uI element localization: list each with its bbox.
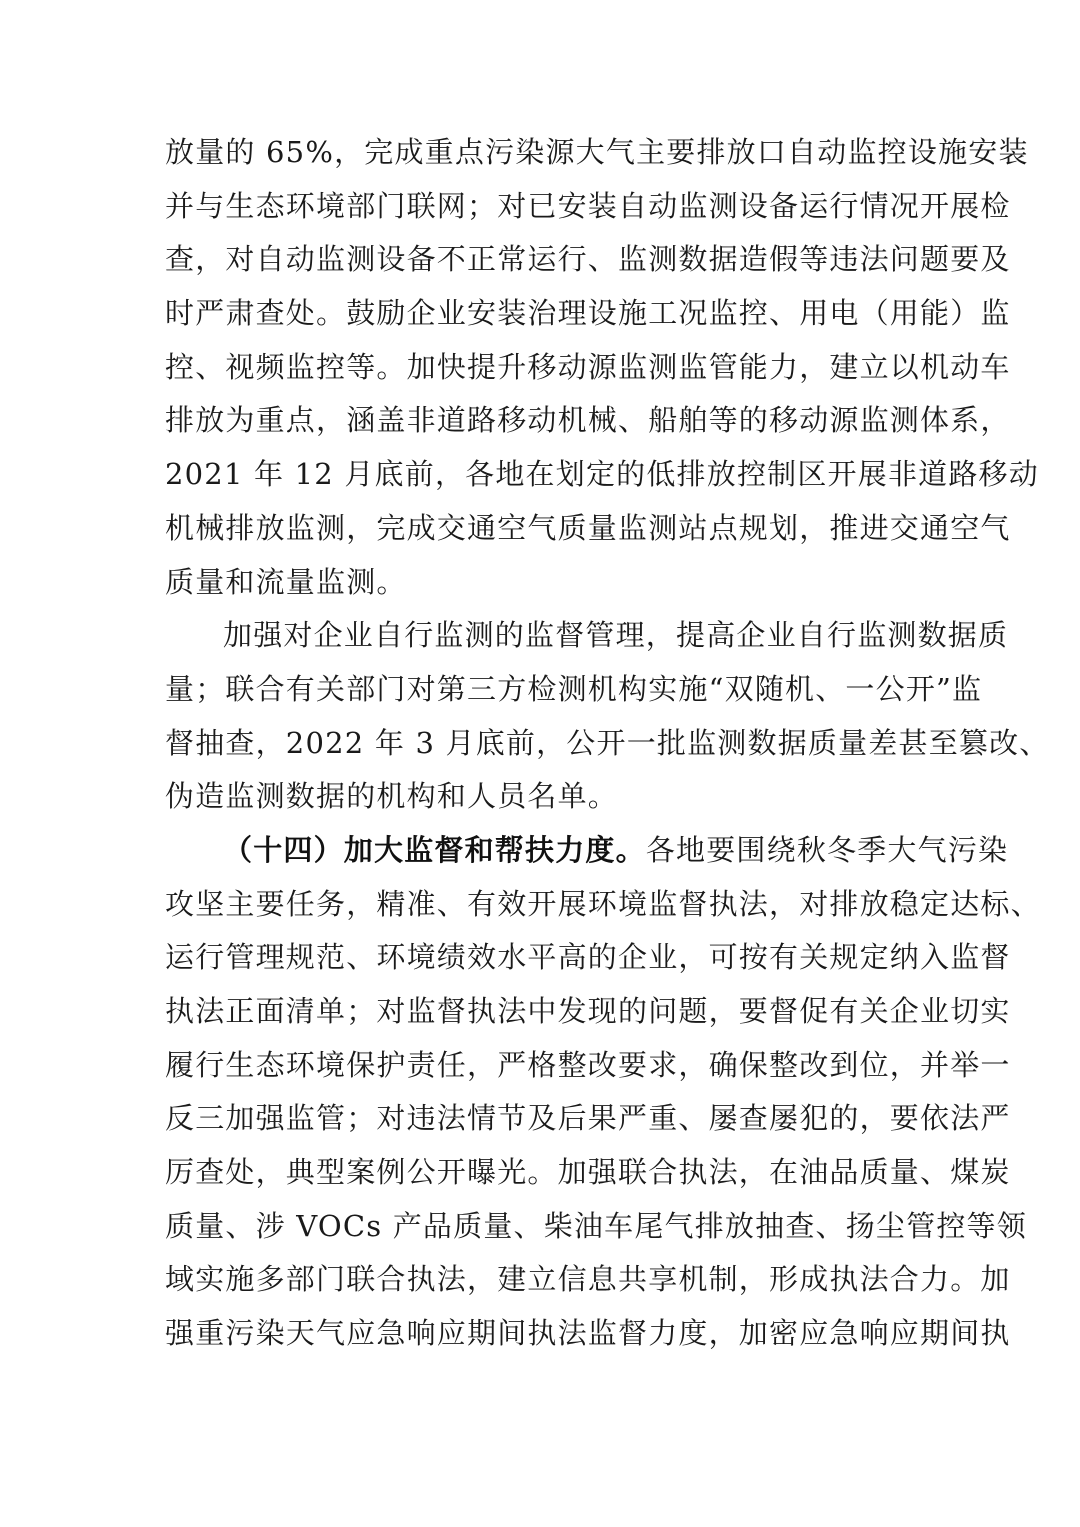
paragraph-3-line: 运行管理规范、环境绩效水平高的企业，可按有关规定纳入监督 — [165, 940, 1011, 975]
paragraph-3-line: 强重污染天气应急响应期间执法监督力度，加密应急响应期间执 — [165, 1316, 1011, 1351]
paragraph-3-line: 攻坚主要任务，精准、有效开展环境监督执法，对排放稳定达标、 — [165, 886, 1041, 921]
paragraph-3-line: 厉查处，典型案例公开曝光。加强联合执法，在油品质量、煤炭 — [165, 1155, 1011, 1190]
paragraph-3-line: 执法正面清单；对监督执法中发现的问题，要督促有关企业切实 — [165, 994, 1011, 1028]
paragraph-1-line: 机械排放监测，完成交通空气质量监测站点规划，推进交通空气 — [165, 510, 1011, 545]
paragraph-3-line: 履行生态环境保护责任，严格整改要求，确保整改到位，并举一 — [165, 1047, 1011, 1082]
paragraph-1-line: 并与生态环境部门联网；对已安装自动监测设备运行情况开展检 — [165, 188, 1011, 223]
paragraph-1-line: 时严肃查处。鼓励企业安装治理设施工况监控、用电（用能）监 — [165, 296, 1011, 331]
section-heading: （十四）加大监督和帮扶力度。 — [223, 832, 646, 867]
paragraph-2-line: 督抽查，2022 年 3 月底前，公开一批监测数据质量差甚至篡改、 — [165, 725, 1050, 760]
paragraph-1-line: 放量的 65%，完成重点污染源大气主要排放口自动监控设施安装 — [165, 135, 1029, 169]
paragraph-1-last-line: 质量和流量监测。 — [165, 564, 407, 599]
paragraph-2-last-line: 伪造监测数据的机构和人员名单。 — [165, 779, 619, 814]
paragraph-2-first-line: 加强对企业自行监测的监督管理，提高企业自行监测数据质 — [223, 618, 1009, 653]
paragraph-3-line: 域实施多部门联合执法，建立信息共享机制，形成执法合力。加 — [165, 1262, 1011, 1297]
paragraph-1-line: 控、视频监控等。加快提升移动源监测监管能力，建立以机动车 — [165, 349, 1011, 384]
paragraph-1-line: 排放为重点，涵盖非道路移动机械、船舶等的移动源监测体系， — [165, 403, 1011, 438]
paragraph-3-line: 反三加强监管；对违法情节及后果严重、屡查屡犯的，要依法严 — [165, 1101, 1011, 1136]
paragraph-3-first-line — [165, 824, 1009, 878]
paragraph-2-line: 量；联合有关部门对第三方检测机构实施“双随机、一公开”监 — [165, 671, 983, 706]
paragraph-3-line: 质量、涉 VOCs 产品质量、柴油车尾气排放抽查、扬尘管控等领 — [165, 1208, 1027, 1243]
document-body — [165, 126, 1050, 1361]
paragraph-1-line: 2021 年 12 月底前，各地在划定的低排放控制区开展非道路移动 — [165, 457, 1039, 492]
paragraph-1-line: 查，对自动监测设备不正常运行、监测数据造假等违法问题要及 — [165, 242, 1011, 277]
paragraph-3-first-line-text: 各地要围绕秋冬季大气污染 — [645, 832, 1009, 867]
